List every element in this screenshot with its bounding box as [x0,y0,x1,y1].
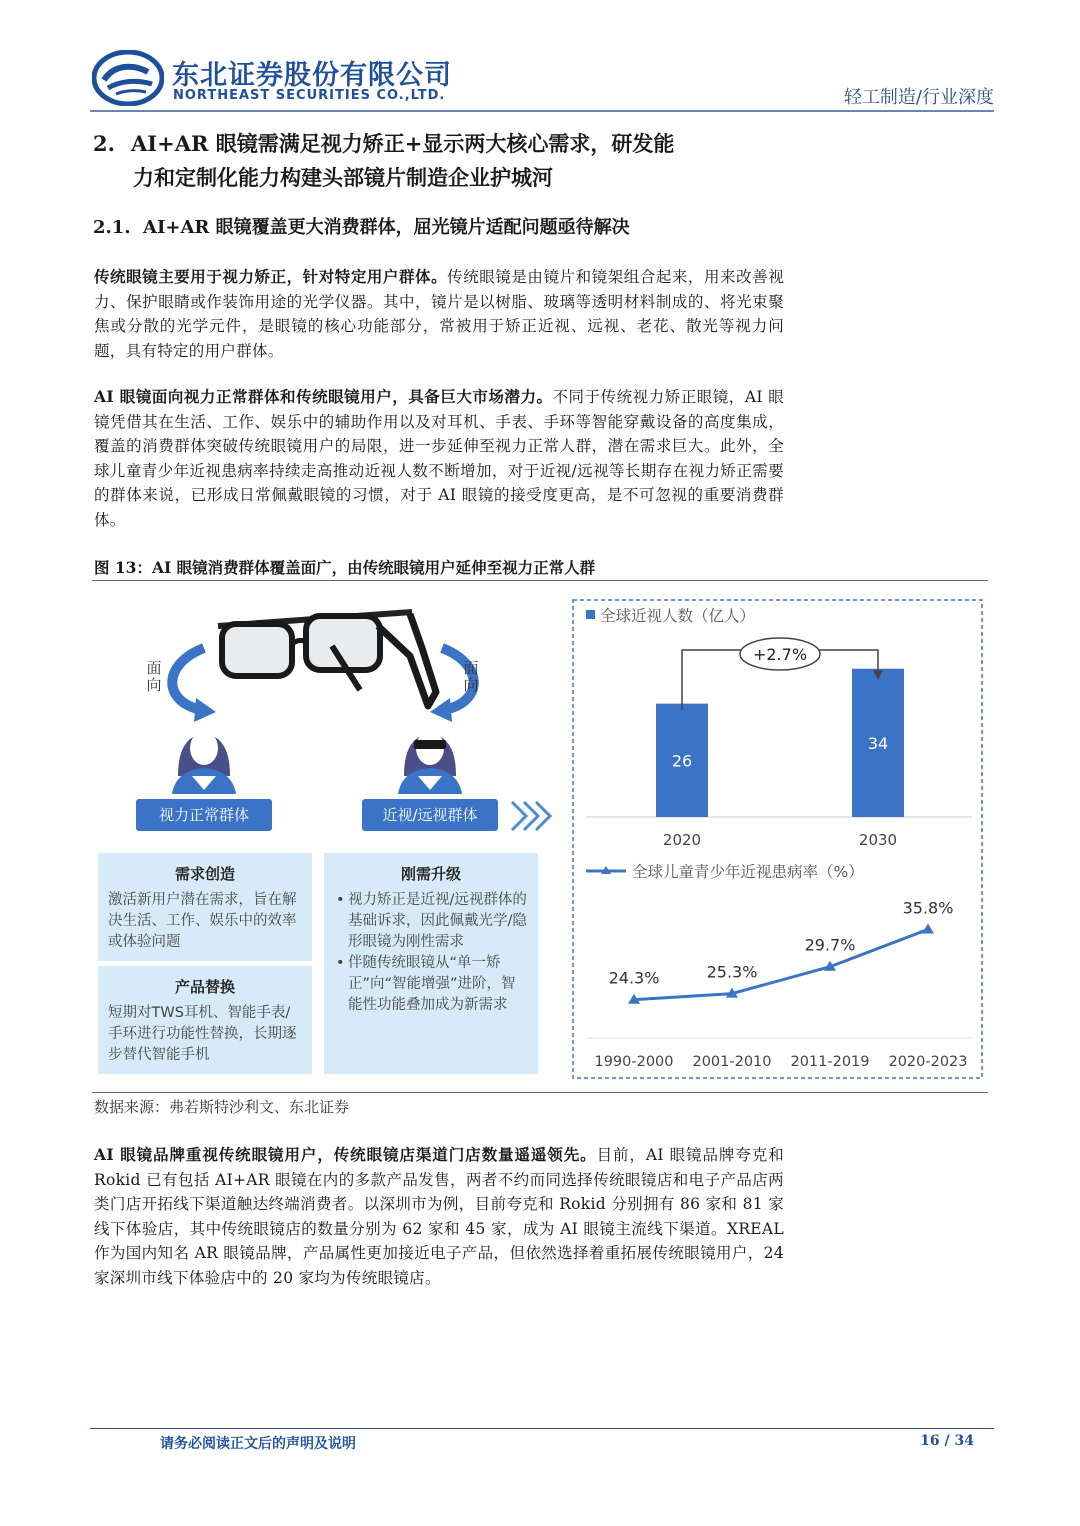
line-series [634,929,928,999]
figure-top-rule [92,580,988,581]
card-replace-title: 产品替换 [174,978,235,996]
card-replace-text: 短期对TWS耳机、智能手表/手环进行功能性替换，长期逐步替代智能手机 [108,1005,297,1063]
line-value-label: 24.3% [608,968,660,988]
bar-category-label: 2030 [858,831,898,849]
section-title-line2: 力和定制化能力构建头部镜片制造企业护城河 [133,165,553,190]
line-chart-title: 全球儿童青少年近视患病率（%） [632,863,864,881]
bar-value-label: 26 [671,751,693,771]
footer-divider [90,1428,994,1429]
person-myopia-icon [398,731,462,794]
subsection-title: AI+AR 眼镜覆盖更大消费群体，屈光镜片适配问题亟待解决 [143,217,630,238]
smart-glasses-illustration [218,612,436,706]
section-heading [93,127,813,195]
curved-arrow-left-icon [172,648,216,722]
line-category-label: 2020-2023 [888,1054,968,1070]
person-normal-vision-icon [172,731,236,794]
bar-value-label: 34 [867,733,889,753]
card-demand-title: 需求创造 [174,865,235,883]
figure-bottom-rule [92,1092,988,1093]
line-point-2020-2023 [922,923,934,933]
figure-source: 数据来源：弗若斯特沙利文、东北证券 [94,1098,350,1116]
card-product-replacement [98,966,312,1074]
line-value-label: 25.3% [706,962,758,982]
company-logo [92,50,164,106]
paragraph-channel-stores [94,1143,784,1290]
line-category-label: 2001-2010 [692,1054,772,1070]
figure-title: 图 13：AI 眼镜消费群体覆盖面广，由传统眼镜用户延伸至视力正常人群 [94,558,596,577]
card-rigid-upgrade [324,853,538,1074]
subsection-heading [93,213,630,239]
card-upgrade-title: 刚需升级 [400,865,461,883]
line-category-label: 2011-2019 [790,1054,870,1070]
bar-legend-marker [586,610,595,619]
card-upgrade-item: • 伴随传统眼镜从“单一矫正”向“智能增强”进阶，智能性功能叠加成为新需求 [336,953,528,1016]
chevron-arrows-icon [512,802,550,830]
footer-disclaimer: 请务必阅读正文后的声明及说明 [160,1436,356,1452]
paragraph-ai-glasses-market [94,385,784,532]
card-upgrade-item: • 视力矫正是近视/远视群体的基础诉求，因此佩戴光学/隐形眼镜为刚性需求 [336,890,528,953]
bar-chart-title: 全球近视人数（亿人） [600,607,756,625]
page-number: 16 / 34 [920,1433,974,1449]
subsection-number: 2.1. [93,217,131,238]
bar-chart [586,607,972,849]
section-number: 2. [93,131,115,156]
chart-panel-frame [573,600,982,1078]
company-name-en: NORTHEAST SECURITIES CO.,LTD. [173,88,446,103]
paragraph-body: 不同于传统视力矫正眼镜，AI 眼镜凭借其在生活、工作、娱乐中的辅助作用以及对耳机、手表、手环等智能穿戴设备的高度集成，覆盖的消费群体突破传统眼镜用户的局限，进一步延伸至视力正常人群，潜在需求巨大。此外，全球儿童青少年近视患病率持续走高推动近视人数不断增加，对于近视/远视等长期存在视力矫正需要的群体来说，已形成日常佩戴眼镜的习惯，对于 AI 眼镜的接受度更高，是不可忽视的重要消费群体。 [94,388,784,529]
header-divider [90,110,994,112]
card-demand-creation [98,853,312,961]
bar-category-label: 2020 [662,831,702,849]
section-title-line1: AI+AR 眼镜需满足视力矫正+显示两大核心需求，研发能 [131,131,675,156]
face-label-right: 面向 [463,659,479,694]
company-name-cn: 东北证券股份有限公司 [172,60,452,91]
group-myopia-tag: 近视/远视群体 [362,799,498,831]
report-category: 轻工制造/行业深度 [843,87,994,108]
line-value-label: 35.8% [902,898,954,918]
paragraph-lead: AI 眼镜面向视力正常群体和传统眼镜用户，具备巨大市场潜力。 [94,387,553,406]
growth-rate-label: +2.7% [752,645,808,664]
face-label-left: 面向 [146,659,162,694]
paragraph-body: 传统眼镜是由镜片和镜架组合起来，用来改善视力、保护眼睛或作装饰用途的光学仪器。其中，镜片是以树脂、玻璃等透明材料制成的、将光束聚焦或分散的光学元件，是眼镜的核心功能部分，常被用于矫正近视、远视、老花、散光等视力问题，具有特定的用户群体。 [94,268,784,360]
paragraph-traditional-glasses [94,265,784,363]
line-chart [586,862,972,1070]
line-value-label: 29.7% [804,935,856,955]
line-category-label: 1990-2000 [594,1054,674,1070]
group-normal-vision-tag: 视力正常群体 [136,799,272,831]
paragraph-lead: 传统眼镜主要用于视力矫正，针对特定用户群体。 [94,267,448,286]
card-demand-text: 激活新用户潜在需求，旨在解决生活、工作、娱乐中的效率或体验问题 [108,892,297,950]
card-upgrade-list [324,884,538,1016]
paragraph-body: 目前，AI 眼镜品牌夸克和 Rokid 已有包括 AI+AR 眼镜在内的多款产品发售，两者不约而同选择传统眼镜店和电子产品店两类门店开拓线下渠道触达终端消费者。以深圳市为例，目前夸克和 Rokid 分别拥有 86 家和 81 家线下体验店，其中传统眼镜店的数量分别为 62 家和 45 家，成为 AI 眼镜主流线下渠道。XREAL 作为国内知名 AR 眼镜品牌，产品属性更加接近电子产品，但依然选择着重拓展传统眼镜用户，24 家深圳市线下体验店中的 20 家均为传统眼镜店。 [94,1146,784,1287]
paragraph-lead: AI 眼镜品牌重视传统眼镜用户，传统眼镜店渠道门店数量遥遥领先。 [94,1145,597,1164]
